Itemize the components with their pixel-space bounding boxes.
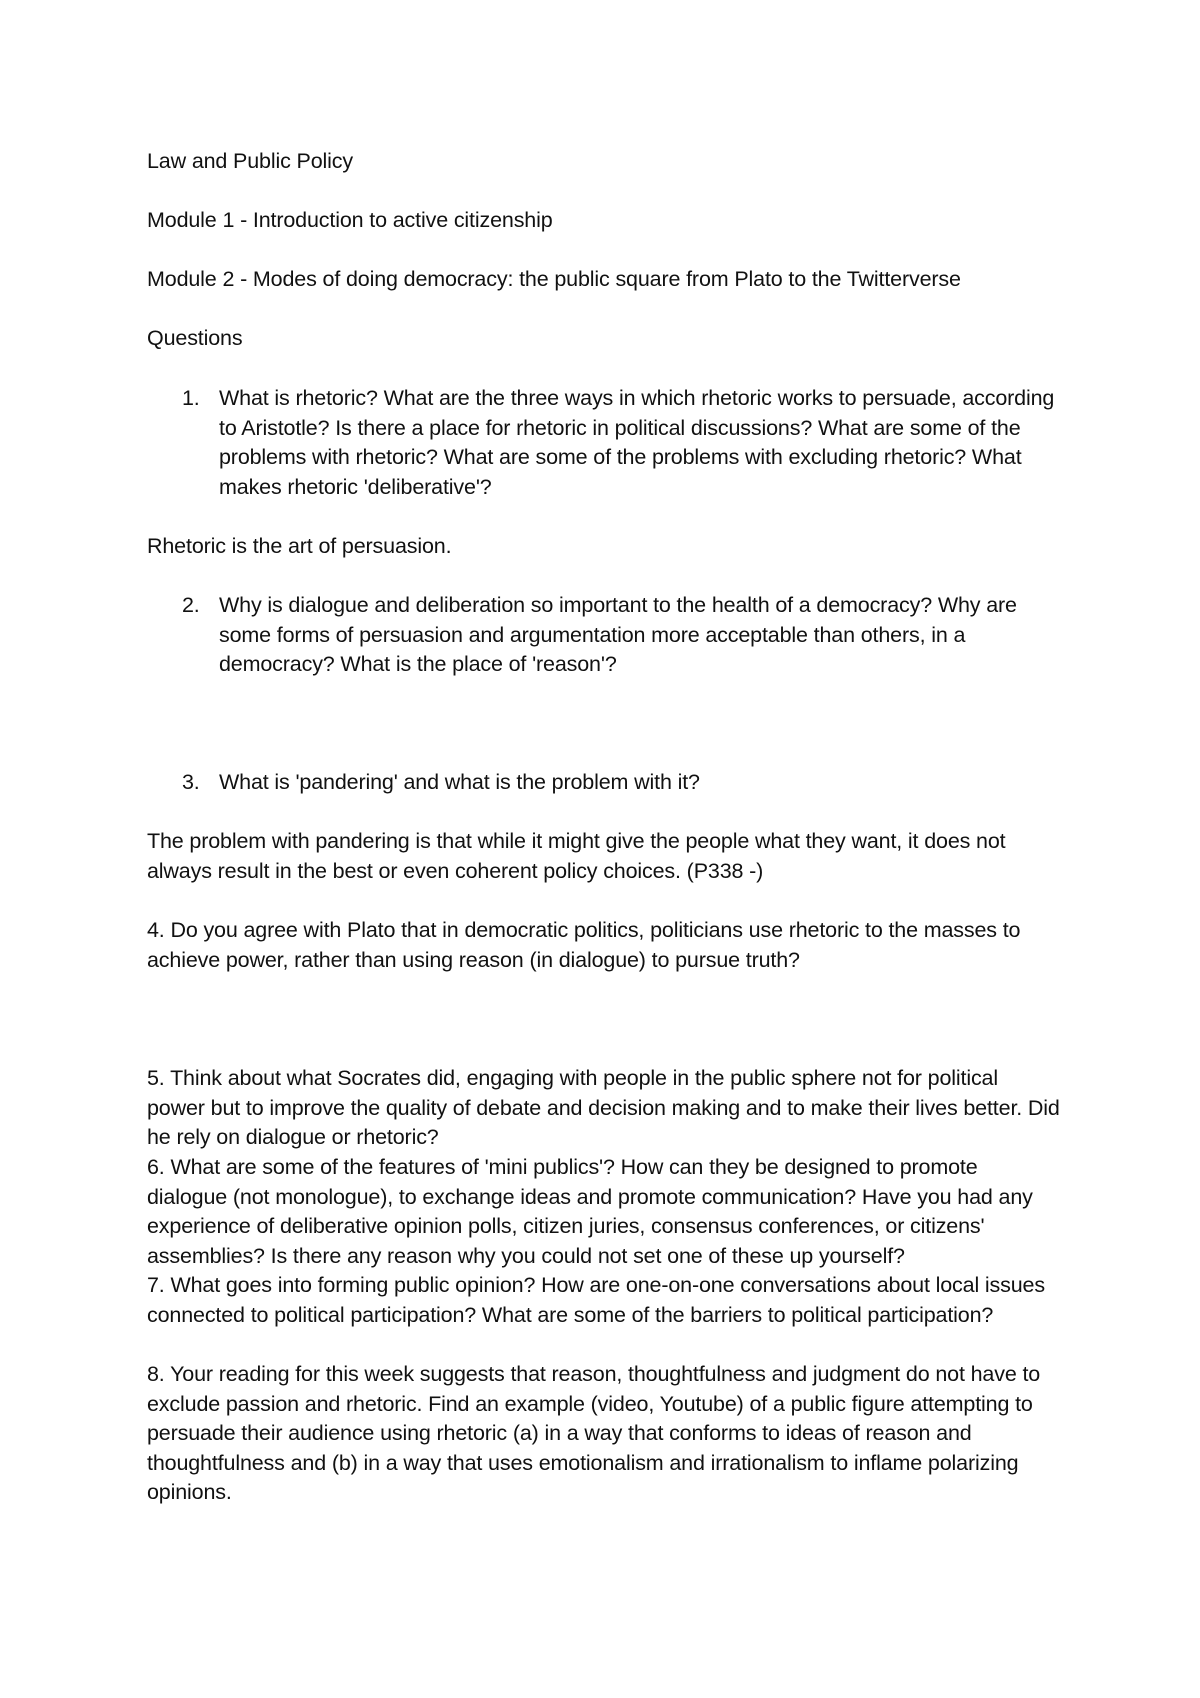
question-7: 7. What goes into forming public opinion? How are one-on-one conversations about local issues connected to political participation? What are some of the barriers to political participation?: [147, 1273, 1045, 1327]
question-3: [147, 768, 1060, 798]
question-3-text: What is 'pandering' and what is the problem with it?: [219, 770, 700, 794]
question-5: 5. Think about what Socrates did, engaging with people in the public sphere not for political power but to improve the quality of debate and decision making and to make their lives better. Did he rely on dialogue or rhetoric?: [147, 1066, 1060, 1149]
answer-3: The problem with pandering is that while it might give the people what they want, it does not always result in the best or even coherent policy choices. (P338 -): [147, 829, 1006, 883]
questions-heading: Questions: [147, 326, 243, 350]
question-2-text: Why is dialogue and deliberation so important to the health of a democracy? Why are some forms of persuasion and argumentation more acceptable than others, in a democracy? What is the place of 'reason'?: [219, 593, 1017, 676]
question-8: 8. Your reading for this week suggests that reason, thoughtfulness and judgment do not have to exclude passion and rhetoric. Find an example (video, Youtube) of a public figure attempting to persuade their audience using rhetoric (a) in a way that conforms to ideas of reason and thoughtfulness and (b) in a way that uses emotionalism and irrationalism to inflame polarizing opinions.: [147, 1362, 1041, 1504]
question-1-number: 1.: [182, 386, 200, 410]
question-3-number: 3.: [182, 770, 200, 794]
module-1-heading: Module 1 - Introduction to active citizenship: [147, 208, 553, 232]
question-1: [147, 384, 1060, 502]
question-1-text: What is rhetoric? What are the three ways in which rhetoric works to persuade, according to Aristotle? Is there a place for rhetoric in political discussions? What are some of the problems with rhetoric? What are some of the problems with excluding rhetoric? What makes rhetoric 'deliberative'?: [219, 386, 1055, 499]
question-4: 4. Do you agree with Plato that in democratic politics, politicians use rhetoric to the masses to achieve power, rather than using reason (in dialogue) to pursue truth?: [147, 918, 1021, 972]
document-title: Law and Public Policy: [147, 149, 353, 173]
module-2-heading: Module 2 - Modes of doing democracy: the public square from Plato to the Twitterverse: [147, 267, 961, 291]
question-2-number: 2.: [182, 593, 200, 617]
answer-1: Rhetoric is the art of persuasion.: [147, 534, 452, 558]
question-2: [147, 591, 1060, 680]
question-6: 6. What are some of the features of 'mini publics'? How can they be designed to promote dialogue (not monologue), to exchange ideas and promote communication? Have you had any experience of deliberative opinion polls, citizen juries, consensus conferences, or citizens' assemblies? Is there any reason why you could not set one of these up yourself?: [147, 1155, 1033, 1268]
